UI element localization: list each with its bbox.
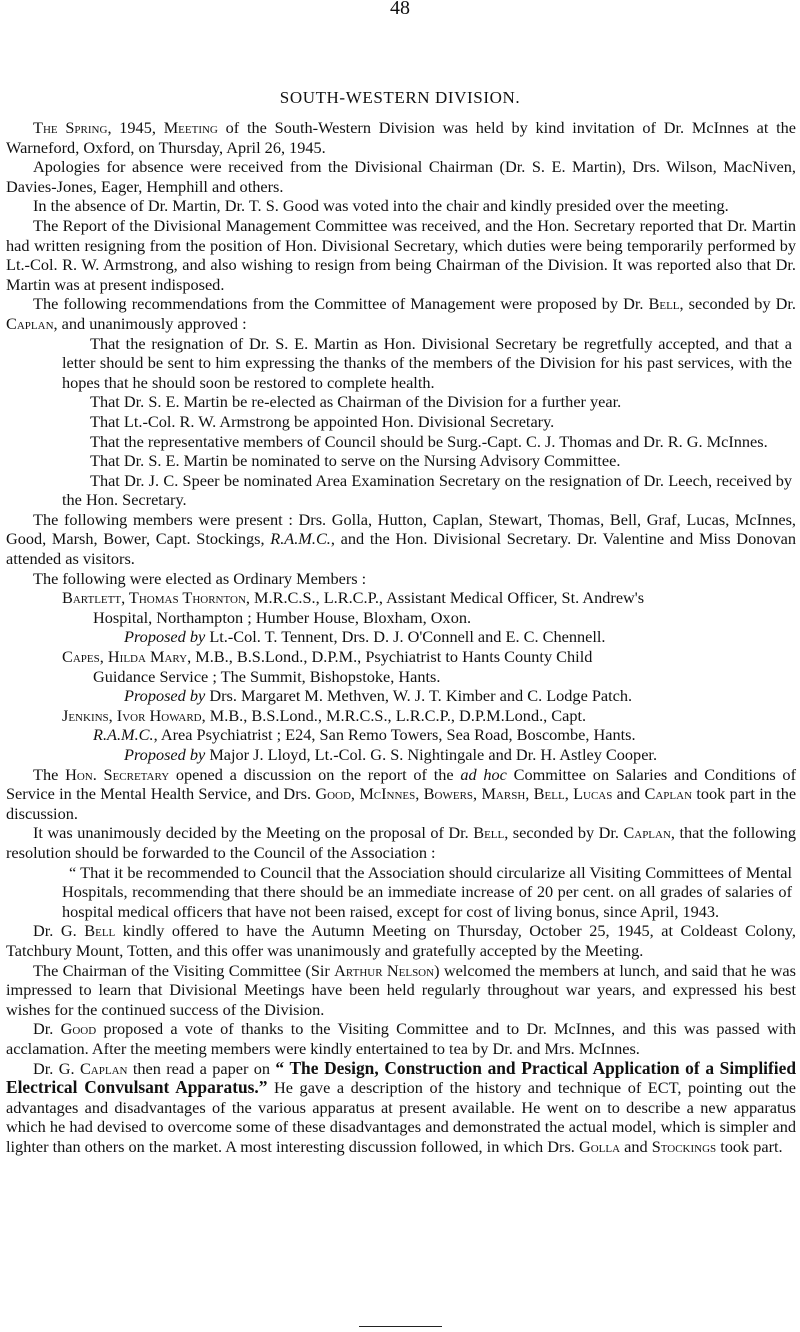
recommendation-item: That the resignation of Dr. S. E. Martin as Hon. Divisional Secretary be regretfully accepted, and that a letter should be sent to him expressing the thanks of the members of the Division for his past services, with the hopes that he should soon be restored to complete health.	[62, 333, 792, 392]
paragraph-members-present: The following members were present : Drs. Golla, Hutton, Caplan, Stewart, Thomas, Bell, Graf, Lucas, McInnes, Good, Marsh, Bower, Capt. Stockings, R.A.M.C., and the Hon. Divisional Secretary. Dr. Valentine and Miss Donovan attended as visitors.	[6, 509, 796, 569]
paragraph-autumn-meeting: Dr. G. Bell kindly offered to have the Autumn Meeting on Thursday, October 25, 1945, at Coldeast Colony, Tatchbury Mount, Totten, and this offer was unanimously and gratefully accepted by the Meeting.	[6, 921, 797, 960]
paragraph-lunch: The Chairman of the Visiting Committee (Sir Arthur Nelson) welcomed the members at lunch, and said that he was impressed to learn that Divisional Meetings have been held regularly throughout war years, and expressed his best wishes for the continued success of the Division.	[6, 960, 796, 1019]
paragraph-thanks: Dr. Good proposed a vote of thanks to the Visiting Committee and to Dr. McInnes, and this was passed with acclamation. After the meeting members were kindly entertained to tea by Dr. and Mrs. McInnes.	[6, 1019, 797, 1058]
paragraph-discussion: The Hon. Secretary opened a discussion on the report of the ad hoc Committee on Salaries and Conditions of Service in the Mental Health Service, and Drs. Good, McInnes, Bowers, Marsh, Bell, Lucas and Caplan took part in the discussion.	[6, 764, 797, 823]
paragraph-elected: The following were elected as Ordinary Members :	[33, 568, 367, 588]
resolution-quote: “ That it be recommended to Council that the Association should circularize all Visiting Committees of Mental Hospitals, recommending that there should be an immediate increase of 20 per cent. on all grades of salaries of hospital medical officers that have not been raised, except for cost of living bonus, since April, 1943.	[62, 862, 792, 921]
member-address: R.A.M.C., Area Psychiatrist ; E24, San Remo Towers, Sea Road, Boscombe, Hants.	[93, 725, 636, 745]
section-heading: SOUTH-WESTERN DIVISION.	[279, 88, 521, 107]
paragraph-resolution: It was unanimously decided by the Meeting on the proposal of Dr. Bell, seconded by Dr. Caplan, that the following resolution should be forwarded to the Council of the Association :	[6, 823, 797, 862]
paper-title: “ The Design, Construction and Practical Application of a Simplified Electrical Convulsant Apparatus.”	[6, 1057, 797, 1098]
paragraph-paper: Dr. G. Caplan then read a paper on “ The Design, Construction and Practical Application of a Simplified Electrical Convulsant Apparatus.” He gave a description of the history and technique of ECT, pointing out the advantages and disadvantages of the various apparatus at present available. He went on to describe a new apparatus which he had devised to overcome some of these disadvantages and demonstrated the actual model, which is simpler and lighter than others on the market. A most interesting discussion followed, in which Drs. Golla and Stockings took part.	[6, 1057, 797, 1156]
member-address: Guidance Service ; The Summit, Bishopstoke, Hants.	[93, 666, 441, 686]
member-entry: Capes, Hilda Mary, M.B., B.S.Lond., D.P.M., Psychiatrist to Hants County Child	[62, 647, 593, 667]
recommendation-item: That the representative members of Council should be Surg.-Capt. C. J. Thomas and Dr. R. G. McInnes.	[90, 431, 768, 451]
paragraph-meeting-intro: The Spring, 1945, Meeting of the South-Western Division was held by kind invitation of Dr. McInnes at the Warneford, Oxford, on Thursday, April 26, 1945.	[6, 118, 797, 157]
paragraph-report: The Report of the Divisional Management Committee was received, and the Hon. Secretary reported that Dr. Martin had written resigning from the position of Hon. Divisional Secretary, which duties were being temporarily performed by Lt.-Col. R. W. Armstrong, and also wishing to resign from being Chairman of the Division. It was reported also that Dr. Martin was at present indisposed.	[6, 215, 796, 294]
paragraph-apologies: Apologies for absence were received from the Divisional Chairman (Dr. S. E. Martin), Drs. Wilson, MacNiven, Davies-Jones, Eager, Hemphill and others.	[6, 157, 796, 196]
page-number: 48	[390, 0, 410, 19]
article-body	[6, 118, 796, 1156]
member-address: Hospital, Northampton ; Humber House, Bloxham, Oxon.	[93, 607, 472, 627]
member-entry: Bartlett, Thomas Thornton, M.R.C.S., L.R.C.P., Assistant Medical Officer, St. Andrew's	[62, 588, 645, 608]
member-proposers: Proposed by Lt.-Col. T. Tennent, Drs. D. J. O'Connell and E. C. Chennell.	[124, 627, 606, 647]
recommendation-item: That Dr. S. E. Martin be re-elected as Chairman of the Division for a further year.	[90, 392, 622, 412]
recommendation-item: That Dr. S. E. Martin be nominated to serve on the Nursing Advisory Committee.	[90, 451, 621, 471]
paragraph-recommendations: The following recommendations from the Committee of Management were proposed by Dr. Bell, seconded by Dr. Caplan, and unanimously approved :	[6, 294, 796, 333]
member-entry: Jenkins, Ivor Howard, M.B., B.S.Lond., M.R.C.S., L.R.C.P., D.P.M.Lond., Capt.	[62, 705, 587, 725]
recommendation-item: That Dr. J. C. Speer be nominated Area Examination Secretary on the resignation of Dr. Leech, received by the Hon. Secretary.	[62, 470, 792, 510]
member-proposers: Proposed by Drs. Margaret M. Methven, W. J. T. Kimber and C. Lodge Patch.	[124, 686, 633, 706]
end-rule-divider	[359, 1326, 442, 1327]
paragraph-chair: In the absence of Dr. Martin, Dr. T. S. Good was voted into the chair and kindly presided over the meeting.	[33, 196, 729, 216]
member-proposers: Proposed by Major J. Lloyd, Lt.-Col. G. S. Nightingale and Dr. H. Astley Cooper.	[124, 745, 658, 764]
recommendation-item: That Lt.-Col. R. W. Armstrong be appointed Hon. Divisional Secretary.	[90, 411, 555, 431]
